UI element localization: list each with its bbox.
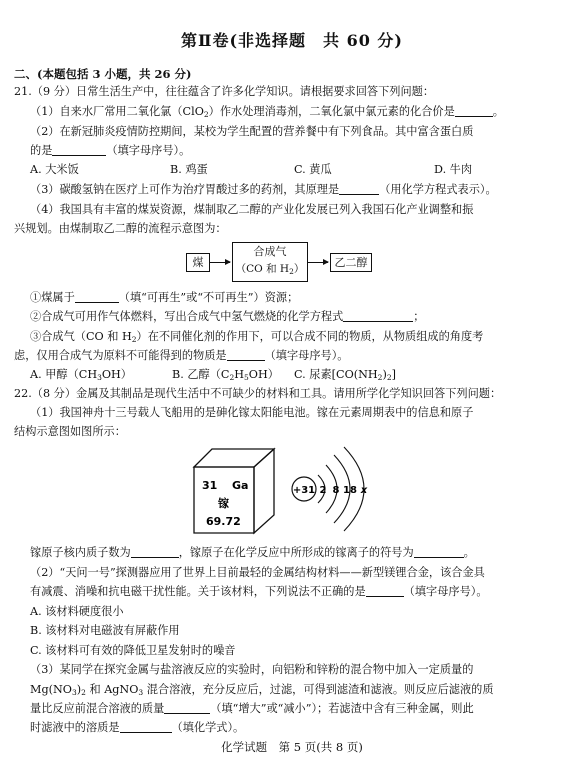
atom-structure-diagram <box>288 445 378 537</box>
q21-option-a: A. 大米饭 <box>30 163 79 176</box>
q22-part2-line1: （2）“天问一号”探测器应用了世界上目前最轻的金属结构材料——新型镁锂合金，该合金具 <box>30 566 485 579</box>
q21-part2-line2: 的是 （填字母序号）。 <box>30 144 191 157</box>
q22-part3-line2: $Mg(NO_3)_2$ 和 AgNO$_3$ 混合溶液，充分反应后，过滤，可得到滤渣和滤液。则反应后滤液的质 <box>30 683 494 697</box>
answer-blank[interactable] <box>414 546 464 558</box>
q22-part1-line1: （1）我国神舟十三号载人飞船用的是砷化镓太阳能电池。镓在元素周期表中的信息和原子 <box>30 406 474 419</box>
q22-part1-question: 镓原子核内质子数为 ，镓原子在化学反应中所形成的镓离子的符号为 。 <box>30 546 475 559</box>
shell-electrons: x <box>360 485 368 496</box>
q22-part2-line2: 有减震、消噪和抗电磁干扰性能。关于该材料，下列说法不正确的是 （填字母序号）。 <box>30 585 488 598</box>
flow-arrow <box>210 262 230 263</box>
answer-blank[interactable] <box>343 310 413 322</box>
nucleus-charge: +31 <box>292 485 316 496</box>
element-number: 31 <box>202 479 218 492</box>
q21-sub3-option-c: C. 尿素$[CO(NH_2)_2]$ <box>294 368 396 382</box>
q21-sub1: ①煤属于 （填“可再生”或“不可再生”）资源； <box>30 291 299 304</box>
q21-option-b: B. 鸡蛋 <box>170 163 208 176</box>
page-title: 第Ⅱ卷(非选择题 共 60 分) <box>180 31 404 50</box>
answer-blank[interactable] <box>455 105 493 117</box>
q21-option-d: D. 牛肉 <box>434 163 473 176</box>
q22-part3-line3: 量比反应前混合溶液的质量 （填“增大”或“减小”）；若滤渣中含有三种金属，则此 <box>30 702 474 715</box>
answer-blank[interactable] <box>131 546 179 558</box>
q22-option-b: B. 该材料对电磁波有屏蔽作用 <box>30 624 180 637</box>
q21-option-c: C. 黄瓜 <box>294 163 332 176</box>
periodic-table-cell <box>192 445 280 537</box>
section-heading: 二、(本题包括 3 小题，共 26 分) <box>14 67 192 81</box>
flow-syngas-label: 合成气 <box>253 245 287 258</box>
q21-part2-line1: （2）在新冠肺炎疫情防控期间，某校为学生配置的营养餐中有下列食品。其中富含蛋白质 <box>30 125 474 138</box>
q21-part4-line2: 兴规划。由煤制取乙二醇的流程示意图为： <box>14 222 227 235</box>
q21-part3: （3）碳酸氢钠在医疗上可作为治疗胃酸过多的药剂，其原理是 （用化学方程式表示）。 <box>30 183 497 196</box>
q22-part3-line4: 时滤液中的溶质是 （填化学式）。 <box>30 721 245 734</box>
element-symbol: Ga <box>232 479 249 492</box>
answer-blank[interactable] <box>52 144 106 156</box>
q22-part1-line2: 结构示意图如图所示： <box>14 425 126 438</box>
shell-electrons: 18 <box>343 485 357 496</box>
flow-arrow <box>308 262 328 263</box>
element-mass: 69.72 <box>206 515 241 528</box>
q22-option-c: C. 该材料可有效的降低卫星发射时的噪音 <box>30 644 236 657</box>
q21-sub3-line1: ③合成气（CO 和 $H_2$）在不同催化剂的作用下，可以合成不同的物质，从物质组成的角度考 <box>30 330 484 344</box>
q21-part4-line1: （4）我国具有丰富的煤炭资源，煤制取乙二醇的产业化发展已列入我国石化产业调整和振 <box>30 203 474 216</box>
flow-syngas-formula: （CO 和 $H_2$） <box>235 263 305 276</box>
answer-blank[interactable] <box>339 183 379 195</box>
answer-blank[interactable] <box>366 585 404 597</box>
q22-part3-line1: （3）某同学在探究金属与盐溶液反应的实验时，向铝粉和锌粉的混合物中加入一定质量的 <box>30 663 474 676</box>
shell-electrons: 8 <box>332 485 340 496</box>
flow-box-glycol: 乙二醇 <box>330 253 372 272</box>
answer-blank[interactable] <box>164 702 210 714</box>
q21-sub2: ②合成气可用作气体燃料，写出合成气中氢气燃烧的化学方程式 ； <box>30 310 425 323</box>
page-footer: 化学试题 第 5 页(共 8 页) <box>221 740 363 754</box>
q21-sub3-option-b: B. 乙醇$(C_2H_5OH)$ <box>172 368 279 382</box>
q22-stem: 22.（8 分）金属及其制品是现代生活中不可缺少的材料和工具。请用所学化学知识回答下列问题： <box>14 387 502 400</box>
q21-sub3-option-a: A. 甲醇$(CH_3OH)$ <box>30 368 132 382</box>
flow-box-syngas <box>232 242 308 282</box>
q21-stem: 21.（9 分）日常生活生产中，往往蕴含了许多化学知识。请根据要求回答下列问题： <box>14 85 435 98</box>
q21-part1: （1）自来水厂常用二氧化氯（ClO$_2$）作水处理消毒剂，二氧化氯中氯元素的化合价是 。 <box>30 105 504 119</box>
q22-option-a: A. 该材料硬度很小 <box>30 605 124 618</box>
shell-electrons: 2 <box>319 485 327 496</box>
q21-sub3-line2: 虑，仅用合成气为原料不可能得到的物质是 （填字母序号）。 <box>14 349 349 362</box>
answer-blank[interactable] <box>120 721 172 733</box>
answer-blank[interactable] <box>227 349 265 361</box>
answer-blank[interactable] <box>75 291 119 303</box>
element-name: 镓 <box>218 497 229 510</box>
flow-box-coal: 煤 <box>186 253 210 272</box>
